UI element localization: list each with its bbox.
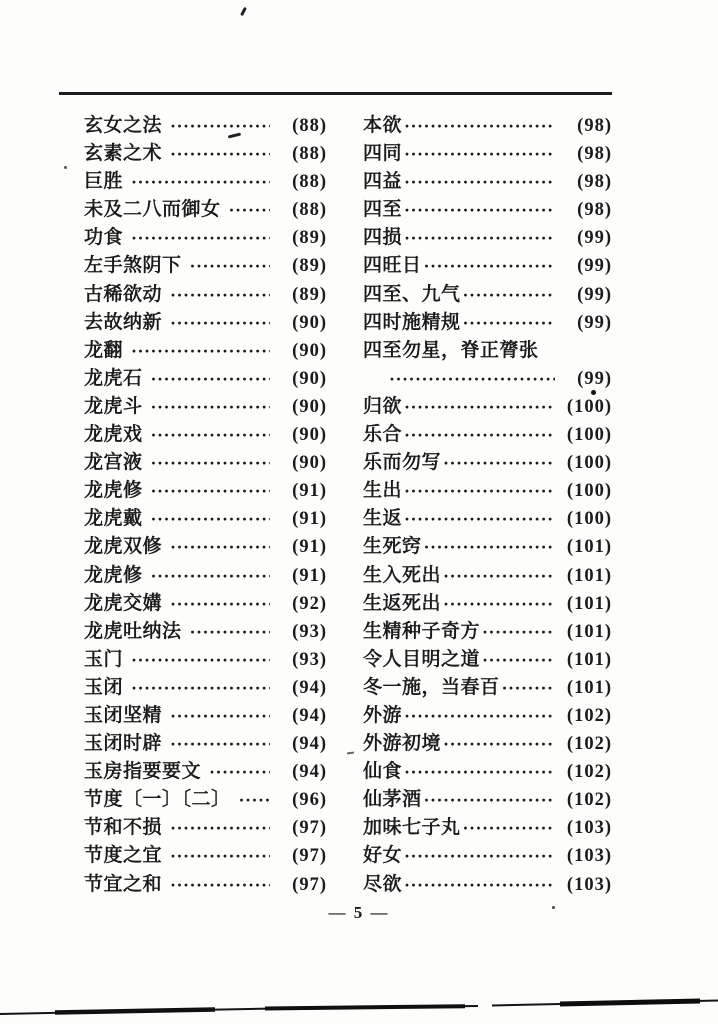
toc-entry-title: 龙虎修 — [84, 564, 143, 586]
toc-entry-page: (90) — [292, 425, 327, 446]
toc-entry-continuation — [363, 365, 612, 393]
toc-entry — [363, 112, 612, 140]
dot-leader — [151, 393, 270, 421]
dot-leader — [404, 196, 555, 224]
dot-leader — [482, 646, 555, 674]
dot-leader — [424, 252, 555, 280]
toc-entry-title: 龙翻 — [84, 339, 124, 361]
dot-leader — [404, 393, 555, 421]
toc-entry-page: (100) — [566, 425, 612, 446]
toc-entry — [84, 224, 327, 252]
toc-entry — [363, 758, 612, 786]
toc-entry-page: (88) — [292, 116, 327, 136]
dot-leader — [170, 814, 270, 842]
toc-entry — [363, 814, 612, 842]
toc-entry-title: 节度之宜 — [84, 845, 163, 867]
scan-speck — [240, 7, 247, 16]
toc-entry-title: 玉闭时辟 — [84, 733, 163, 755]
toc-entry-title: 好女 — [363, 845, 403, 867]
toc-entry-title: 外游 — [363, 704, 403, 726]
toc-entry-title: 节度〔一〕〔二〕 — [84, 789, 231, 811]
dot-leader — [170, 281, 270, 309]
toc-entry — [84, 337, 327, 365]
dot-leader — [424, 786, 555, 814]
toc-entry-title: 生返 — [363, 508, 403, 530]
toc-entry-page: (90) — [292, 453, 327, 474]
dot-leader — [151, 562, 270, 590]
toc-entry — [363, 702, 612, 730]
toc-entry — [84, 365, 327, 393]
toc-entry-page: (98) — [577, 116, 612, 136]
toc-entry-title: 令人目明之道 — [363, 648, 481, 670]
toc-entry-page: (90) — [292, 368, 327, 389]
toc-entry-page: (93) — [292, 621, 327, 642]
dot-leader — [404, 758, 555, 786]
toc-entry-page: (88) — [292, 144, 327, 165]
toc-entry-page: (89) — [292, 284, 327, 305]
dot-leader — [443, 730, 555, 758]
toc-entry-page: (90) — [292, 340, 327, 361]
toc-entry-page: (103) — [566, 818, 612, 839]
dot-leader — [170, 112, 270, 140]
page-number: — 5 — — [328, 903, 390, 922]
dot-leader — [229, 196, 270, 224]
toc-entry-title: 玉闭坚精 — [84, 704, 163, 726]
toc-entry — [363, 140, 612, 168]
dot-leader — [131, 224, 270, 252]
toc-entry-page: (94) — [292, 677, 327, 698]
dot-leader — [443, 590, 555, 618]
toc-entry — [84, 590, 327, 618]
toc-entry-page: (101) — [566, 565, 612, 586]
dot-leader — [463, 309, 555, 337]
dot-leader — [404, 505, 555, 533]
dot-leader — [239, 786, 270, 814]
toc-entry-page: (98) — [577, 172, 612, 193]
dot-leader — [404, 477, 555, 505]
toc-entry-page: (101) — [566, 649, 612, 670]
dot-leader — [170, 140, 270, 168]
toc-entry-title: 尽欲 — [363, 873, 403, 895]
dot-leader — [151, 365, 270, 393]
toc-entry-title: 四损 — [363, 227, 403, 249]
toc-entry-page: (97) — [292, 818, 327, 839]
dot-leader — [131, 337, 270, 365]
dot-leader — [190, 252, 270, 280]
toc-entry-title: 外游初境 — [363, 733, 442, 755]
toc-entry-title: 去故纳新 — [84, 311, 163, 333]
toc-entry — [84, 140, 327, 168]
toc-entry-title: 四同 — [363, 143, 403, 165]
toc-entry-page: (100) — [566, 396, 612, 417]
toc-entry — [363, 674, 612, 702]
toc-entry — [84, 252, 327, 280]
dot-leader — [151, 449, 270, 477]
toc-entry-title: 冬一施，当春百 — [363, 676, 500, 698]
toc-entry — [84, 814, 327, 842]
toc-entry — [84, 842, 327, 870]
toc-entry-page: (88) — [292, 172, 327, 193]
toc-entry — [363, 337, 612, 365]
toc-entry-page: (101) — [566, 621, 612, 642]
toc-entry — [363, 393, 612, 421]
toc-entry — [84, 421, 327, 449]
dot-leader — [404, 168, 555, 196]
toc-entry-title: 玉闭 — [84, 676, 124, 698]
toc-entry-page: (100) — [566, 453, 612, 474]
toc-entry-page: (102) — [566, 705, 612, 726]
toc-entry — [84, 533, 327, 561]
toc-entry-page: (98) — [577, 200, 612, 221]
dot-leader — [170, 871, 270, 899]
toc-entry-title: 龙宫液 — [84, 452, 143, 474]
toc-entry-title: 生出 — [363, 480, 403, 502]
dot-leader — [170, 533, 270, 561]
toc-entry-title: 四至、九气 — [363, 283, 461, 305]
toc-column-left — [84, 112, 327, 899]
toc-entry-page: (102) — [566, 734, 612, 755]
toc-entry-page: (103) — [566, 846, 612, 867]
toc-entry — [363, 252, 612, 280]
toc-entry — [363, 477, 612, 505]
toc-entry-page: (94) — [292, 705, 327, 726]
dot-leader — [389, 365, 555, 393]
toc-entry-page: (89) — [292, 228, 327, 249]
toc-entry-page: (101) — [566, 677, 612, 698]
toc-entry — [84, 477, 327, 505]
toc-entry-page: (99) — [577, 256, 612, 277]
toc-entry-title: 归欲 — [363, 395, 403, 417]
toc-entry-title: 龙虎斗 — [84, 395, 143, 417]
toc-entry-title: 龙虎戴 — [84, 508, 143, 530]
toc-entry-page: (97) — [292, 874, 327, 895]
toc-entry — [363, 871, 612, 899]
toc-entry-page: (98) — [577, 144, 612, 165]
toc-entry-title: 四至 — [363, 199, 403, 221]
header-rule — [59, 92, 612, 95]
toc-entry — [84, 562, 327, 590]
toc-entry-page: (101) — [566, 537, 612, 558]
toc-entry — [363, 168, 612, 196]
scan-speck — [64, 166, 67, 169]
toc-entry-title: 节和不损 — [84, 817, 163, 839]
toc-entry-page: (99) — [577, 368, 612, 389]
toc-entry-page: (90) — [292, 396, 327, 417]
toc-entry — [363, 196, 612, 224]
toc-entry-title: 龙虎吐纳法 — [84, 620, 182, 642]
toc-entry-title: 仙食 — [363, 761, 403, 783]
dot-leader — [190, 618, 270, 646]
toc-entry-page: (96) — [292, 790, 327, 811]
toc-entry-title: 玉门 — [84, 648, 124, 670]
toc-entry-page: (99) — [577, 312, 612, 333]
toc-entry-title: 功食 — [84, 227, 124, 249]
toc-entry-page: (102) — [566, 762, 612, 783]
toc-entry-page: (99) — [577, 228, 612, 249]
toc-entry-page: (91) — [292, 481, 327, 502]
dot-leader — [151, 505, 270, 533]
toc-entry-page: (91) — [292, 537, 327, 558]
toc-entry — [363, 646, 612, 674]
toc-entry-page: (103) — [566, 874, 612, 895]
toc-entry-title: 加味七子丸 — [363, 817, 461, 839]
dot-leader — [502, 674, 555, 702]
toc-entry-title: 龙虎修 — [84, 480, 143, 502]
toc-entry — [84, 168, 327, 196]
toc-entry — [363, 421, 612, 449]
toc-entry-page: (92) — [292, 593, 327, 614]
toc-entry-page: (94) — [292, 762, 327, 783]
dot-leader — [443, 562, 555, 590]
toc-entry-title: 生返死出 — [363, 592, 442, 614]
dot-leader — [131, 646, 270, 674]
dot-leader — [424, 533, 555, 561]
dot-leader — [404, 224, 555, 252]
toc-entry-page: (100) — [566, 481, 612, 502]
dot-leader — [131, 168, 270, 196]
toc-entry — [84, 112, 327, 140]
toc-entry — [84, 393, 327, 421]
toc-entry — [84, 281, 327, 309]
toc-entry — [84, 702, 327, 730]
toc-entry-title: 本欲 — [363, 115, 403, 136]
toc-entry — [363, 224, 612, 252]
toc-entry — [84, 730, 327, 758]
toc-entry — [84, 674, 327, 702]
dot-leader — [404, 842, 555, 870]
toc-entry — [363, 309, 612, 337]
dot-leader — [404, 421, 555, 449]
toc-entry-page: (93) — [292, 649, 327, 670]
toc-entry — [363, 618, 612, 646]
toc-entry — [84, 758, 327, 786]
toc-entry-title: 龙虎戏 — [84, 424, 143, 446]
toc-entry — [363, 449, 612, 477]
toc-entry-page: (90) — [292, 312, 327, 333]
toc-entry-title: 生死窍 — [363, 536, 422, 558]
dot-leader — [170, 730, 270, 758]
toc-entry-title: 未及二八而御女 — [84, 199, 221, 221]
toc-entry-title: 四益 — [363, 171, 403, 193]
toc-entry-page: (91) — [292, 509, 327, 530]
toc-entry — [363, 533, 612, 561]
dot-leader — [131, 674, 270, 702]
toc-entry-title: 龙虎双修 — [84, 536, 163, 558]
toc-entry-title: 生精种子奇方 — [363, 620, 481, 642]
toc-entry-title: 乐而勿写 — [363, 452, 442, 474]
dot-leader — [151, 477, 270, 505]
toc-entry-title: 四旺日 — [363, 255, 422, 277]
toc-entry-title: 节宜之和 — [84, 873, 163, 895]
scan-edge-artifact — [0, 995, 718, 1024]
toc-entry-page: (91) — [292, 565, 327, 586]
toc-entry-title: 巨胜 — [84, 171, 124, 193]
toc-entry-page: (97) — [292, 846, 327, 867]
toc-entry-title: 龙虎交媾 — [84, 592, 163, 614]
dot-leader — [443, 449, 555, 477]
toc-entry — [84, 871, 327, 899]
toc-entry — [84, 618, 327, 646]
toc-entry-title: 左手煞阴下 — [84, 255, 182, 277]
toc-entry-page: (94) — [292, 734, 327, 755]
toc-entry-page: (100) — [566, 509, 612, 530]
dot-leader — [170, 702, 270, 730]
toc-entry-title: 龙虎石 — [84, 367, 143, 389]
dot-leader — [151, 421, 270, 449]
toc-entry — [84, 196, 327, 224]
toc-entry — [363, 562, 612, 590]
toc-entry-page: (89) — [292, 256, 327, 277]
dot-leader — [404, 112, 555, 140]
dot-leader — [209, 758, 270, 786]
toc-entry-title: 生入死出 — [363, 564, 442, 586]
toc-entry-title: 玄女之法 — [84, 115, 163, 136]
dot-leader — [482, 618, 555, 646]
toc-entry — [84, 505, 327, 533]
toc-entry — [363, 505, 612, 533]
toc-entry — [363, 786, 612, 814]
dot-leader — [463, 814, 555, 842]
toc-entry-title: 乐合 — [363, 424, 403, 446]
toc-entry-page: (101) — [566, 593, 612, 614]
toc-entry — [84, 449, 327, 477]
toc-entry-title: 玄素之术 — [84, 143, 163, 165]
toc-entry — [363, 730, 612, 758]
toc-entry — [363, 590, 612, 618]
toc-entry — [84, 786, 327, 814]
toc-entry-title: 四时施精规 — [363, 311, 461, 333]
dot-leader — [463, 281, 555, 309]
dot-leader — [170, 309, 270, 337]
toc-entry — [84, 309, 327, 337]
toc-entry — [84, 646, 327, 674]
toc-entry-page: (88) — [292, 200, 327, 221]
dot-leader — [404, 871, 555, 899]
toc-entry-title: 四至勿星，脊正膂张 — [363, 339, 539, 361]
toc-columns — [84, 112, 612, 899]
dot-leader — [404, 140, 555, 168]
dot-leader — [170, 590, 270, 618]
toc-entry-page: (99) — [577, 284, 612, 305]
toc-entry-title: 仙茅酒 — [363, 789, 422, 811]
toc-entry-title: 玉房指要要文 — [84, 761, 202, 783]
dot-leader — [404, 702, 555, 730]
dot-leader — [170, 842, 270, 870]
toc-entry — [363, 842, 612, 870]
toc-entry-title: 古稀欲动 — [84, 283, 163, 305]
toc-entry — [363, 281, 612, 309]
toc-entry-page: (102) — [566, 790, 612, 811]
toc-column-right — [363, 112, 612, 899]
